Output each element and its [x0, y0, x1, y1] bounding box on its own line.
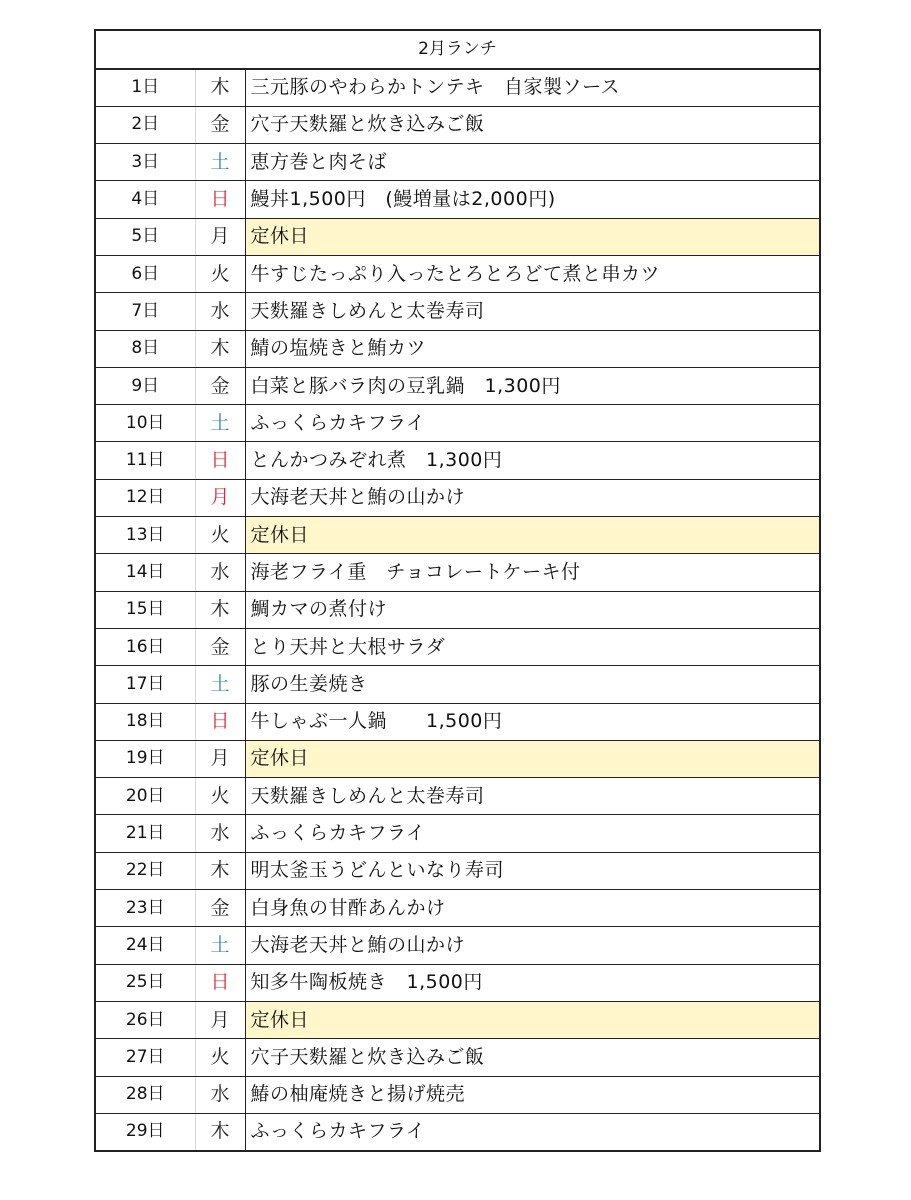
table-row [95, 181, 820, 218]
day-of-week-cell: 土 [195, 666, 245, 703]
table-row [95, 890, 820, 927]
menu-cell: 鯛カマの煮付け [245, 591, 820, 628]
table-row [95, 1001, 820, 1038]
day-of-week-cell: 金 [195, 367, 245, 404]
table-row [95, 69, 820, 107]
menu-cell: 穴子天麩羅と炊き込みご飯 [245, 1039, 820, 1076]
menu-cell: 天麩羅きしめんと太巻寿司 [245, 778, 820, 815]
day-of-week-cell: 水 [195, 1076, 245, 1113]
menu-cell: 鯖の塩焼きと鮪カツ [245, 330, 820, 367]
table-row [95, 330, 820, 367]
day-of-week-cell: 金 [195, 628, 245, 665]
table-row [95, 852, 820, 889]
table-row [95, 405, 820, 442]
table-row [95, 517, 820, 554]
date-cell: 4日 [95, 181, 195, 218]
menu-cell: 鰻丼1,500円 (鰻増量は2,000円) [245, 181, 820, 218]
menu-cell: 豚の生姜焼き [245, 666, 820, 703]
date-cell: 17日 [95, 666, 195, 703]
date-cell: 19日 [95, 740, 195, 777]
menu-cell: 恵方巻と肉そば [245, 144, 820, 181]
day-of-week-cell: 水 [195, 815, 245, 852]
table-row [95, 1039, 820, 1076]
day-of-week-cell: 日 [195, 703, 245, 740]
table-row [95, 591, 820, 628]
date-cell: 13日 [95, 517, 195, 554]
table-row [95, 703, 820, 740]
table-row [95, 442, 820, 479]
date-cell: 7日 [95, 293, 195, 330]
table-row [95, 740, 820, 777]
menu-cell: 海老フライ重 チョコレートケーキ付 [245, 554, 820, 591]
day-of-week-cell: 火 [195, 778, 245, 815]
date-cell: 12日 [95, 479, 195, 516]
table-row [95, 964, 820, 1001]
date-cell: 10日 [95, 405, 195, 442]
day-of-week-cell: 火 [195, 255, 245, 292]
table-row [95, 927, 820, 964]
menu-table-body [95, 30, 820, 1151]
day-of-week-cell: 金 [195, 890, 245, 927]
menu-cell: ふっくらカキフライ [245, 815, 820, 852]
day-of-week-cell: 木 [195, 1113, 245, 1151]
date-cell: 15日 [95, 591, 195, 628]
day-of-week-cell: 木 [195, 852, 245, 889]
day-of-week-cell: 月 [195, 740, 245, 777]
table-row [95, 367, 820, 404]
day-of-week-cell: 日 [195, 964, 245, 1001]
title-row [95, 30, 820, 69]
date-cell: 28日 [95, 1076, 195, 1113]
date-cell: 29日 [95, 1113, 195, 1151]
table-row [95, 293, 820, 330]
day-of-week-cell: 月 [195, 218, 245, 255]
day-of-week-cell: 土 [195, 405, 245, 442]
date-cell: 3日 [95, 144, 195, 181]
date-cell: 5日 [95, 218, 195, 255]
day-of-week-cell: 木 [195, 591, 245, 628]
day-of-week-cell: 火 [195, 1039, 245, 1076]
table-row [95, 144, 820, 181]
date-cell: 27日 [95, 1039, 195, 1076]
menu-cell: とんかつみぞれ煮 1,300円 [245, 442, 820, 479]
closed-day-cell: 定休日 [245, 517, 820, 554]
date-cell: 20日 [95, 778, 195, 815]
closed-day-cell: 定休日 [245, 1001, 820, 1038]
menu-cell: 牛しゃぶ一人鍋 1,500円 [245, 703, 820, 740]
date-cell: 9日 [95, 367, 195, 404]
table-row [95, 554, 820, 591]
date-cell: 22日 [95, 852, 195, 889]
day-of-week-cell: 木 [195, 69, 245, 107]
menu-cell: 天麩羅きしめんと太巻寿司 [245, 293, 820, 330]
day-of-week-cell: 土 [195, 927, 245, 964]
lunch-menu-table [94, 29, 821, 1152]
date-cell: 24日 [95, 927, 195, 964]
day-of-week-cell: 木 [195, 330, 245, 367]
table-title: 2月ランチ [95, 30, 820, 69]
table-row [95, 815, 820, 852]
date-cell: 21日 [95, 815, 195, 852]
menu-cell: 大海老天丼と鮪の山かけ [245, 479, 820, 516]
table-row [95, 1076, 820, 1113]
date-cell: 11日 [95, 442, 195, 479]
day-of-week-cell: 日 [195, 442, 245, 479]
table-row [95, 778, 820, 815]
table-row [95, 628, 820, 665]
menu-cell: 大海老天丼と鮪の山かけ [245, 927, 820, 964]
day-of-week-cell: 水 [195, 293, 245, 330]
date-cell: 18日 [95, 703, 195, 740]
day-of-week-cell: 土 [195, 144, 245, 181]
closed-day-cell: 定休日 [245, 740, 820, 777]
date-cell: 25日 [95, 964, 195, 1001]
table-row [95, 218, 820, 255]
table-row [95, 106, 820, 143]
menu-cell: 三元豚のやわらかトンテキ 自家製ソース [245, 69, 820, 107]
menu-cell: ふっくらカキフライ [245, 1113, 820, 1151]
date-cell: 2日 [95, 106, 195, 143]
day-of-week-cell: 日 [195, 181, 245, 218]
menu-cell: 明太釜玉うどんといなり寿司 [245, 852, 820, 889]
date-cell: 14日 [95, 554, 195, 591]
closed-day-cell: 定休日 [245, 218, 820, 255]
table-row [95, 255, 820, 292]
menu-cell: 牛すじたっぷり入ったとろとろどて煮と串カツ [245, 255, 820, 292]
table-row [95, 479, 820, 516]
date-cell: 26日 [95, 1001, 195, 1038]
table-row [95, 666, 820, 703]
menu-cell: 白菜と豚バラ肉の豆乳鍋 1,300円 [245, 367, 820, 404]
date-cell: 8日 [95, 330, 195, 367]
table-row [95, 1113, 820, 1151]
menu-cell: 知多牛陶板焼き 1,500円 [245, 964, 820, 1001]
date-cell: 6日 [95, 255, 195, 292]
date-cell: 1日 [95, 69, 195, 107]
day-of-week-cell: 金 [195, 106, 245, 143]
day-of-week-cell: 月 [195, 1001, 245, 1038]
menu-cell: 白身魚の甘酢あんかけ [245, 890, 820, 927]
menu-cell: 鰆の柚庵焼きと揚げ焼売 [245, 1076, 820, 1113]
menu-cell: 穴子天麩羅と炊き込みご飯 [245, 106, 820, 143]
menu-cell: とり天丼と大根サラダ [245, 628, 820, 665]
date-cell: 23日 [95, 890, 195, 927]
menu-cell: ふっくらカキフライ [245, 405, 820, 442]
day-of-week-cell: 月 [195, 479, 245, 516]
day-of-week-cell: 火 [195, 517, 245, 554]
day-of-week-cell: 水 [195, 554, 245, 591]
date-cell: 16日 [95, 628, 195, 665]
